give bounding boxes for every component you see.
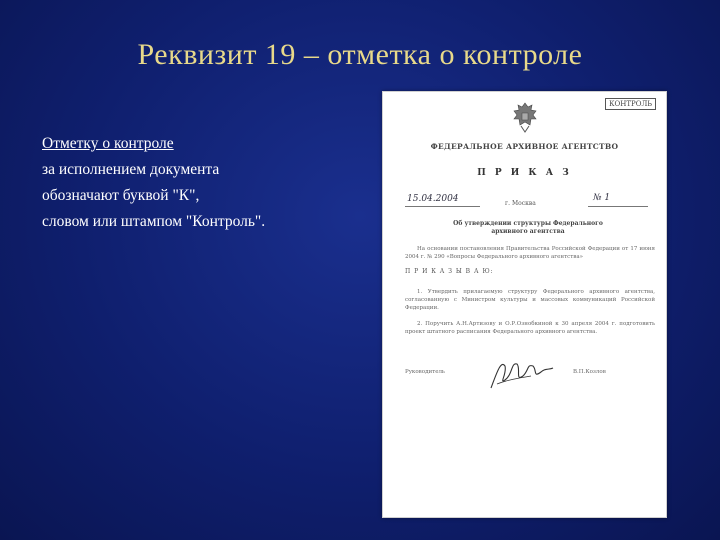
signature-icon (483, 354, 558, 394)
document-prikazyvayu: П Р И К А З Ы В А Ю: (405, 268, 494, 275)
document-number: № 1 (593, 193, 611, 203)
document-item-1: 1. Утвердить прилагаемую структуру Федерального архивного агентства, согласованную с Министром культуры и массовых коммуникаций Российской Федерации. (405, 289, 655, 311)
body-text (42, 131, 372, 235)
slide-title: Реквизит 19 – отметка о контроле (137, 38, 583, 71)
document-city: г. Москва (505, 200, 536, 207)
control-stamp: КОНТРОЛЬ (605, 98, 656, 110)
document-preamble: На основании постановления Правительства Российской Федерации от 17 июня 2004 г. № 290 «Вопросы Федерального архивного агентства» (405, 246, 655, 260)
signer-title: Руководитель (405, 369, 445, 375)
body-line-4: словом или штампом "Контроль". (42, 213, 266, 230)
coat-of-arms-icon (510, 100, 540, 134)
signer-name: В.П.Козлов (573, 369, 606, 375)
agency-name: ФЕДЕРАЛЬНОЕ АРХИВНОЕ АГЕНТСТВО (430, 142, 619, 151)
body-line-1: Отметку о контроле (42, 135, 174, 152)
document-item-2: 2. Поручить А.Н.Артизову и О.Р.Ознобкиной к 30 апреля 2004 г. подготовить проект штатного расписания Федерального архивного агентства. (405, 321, 655, 335)
body-line-2: за исполнением документа (42, 161, 220, 178)
document-subject: Об утверждении структуры Федерального архивного агентства (453, 220, 603, 235)
document-date: 15.04.2004 (407, 194, 459, 204)
document-image (382, 91, 667, 518)
document-type: П Р И К А З (477, 168, 572, 178)
body-line-3: обозначают буквой "К", (42, 187, 200, 204)
